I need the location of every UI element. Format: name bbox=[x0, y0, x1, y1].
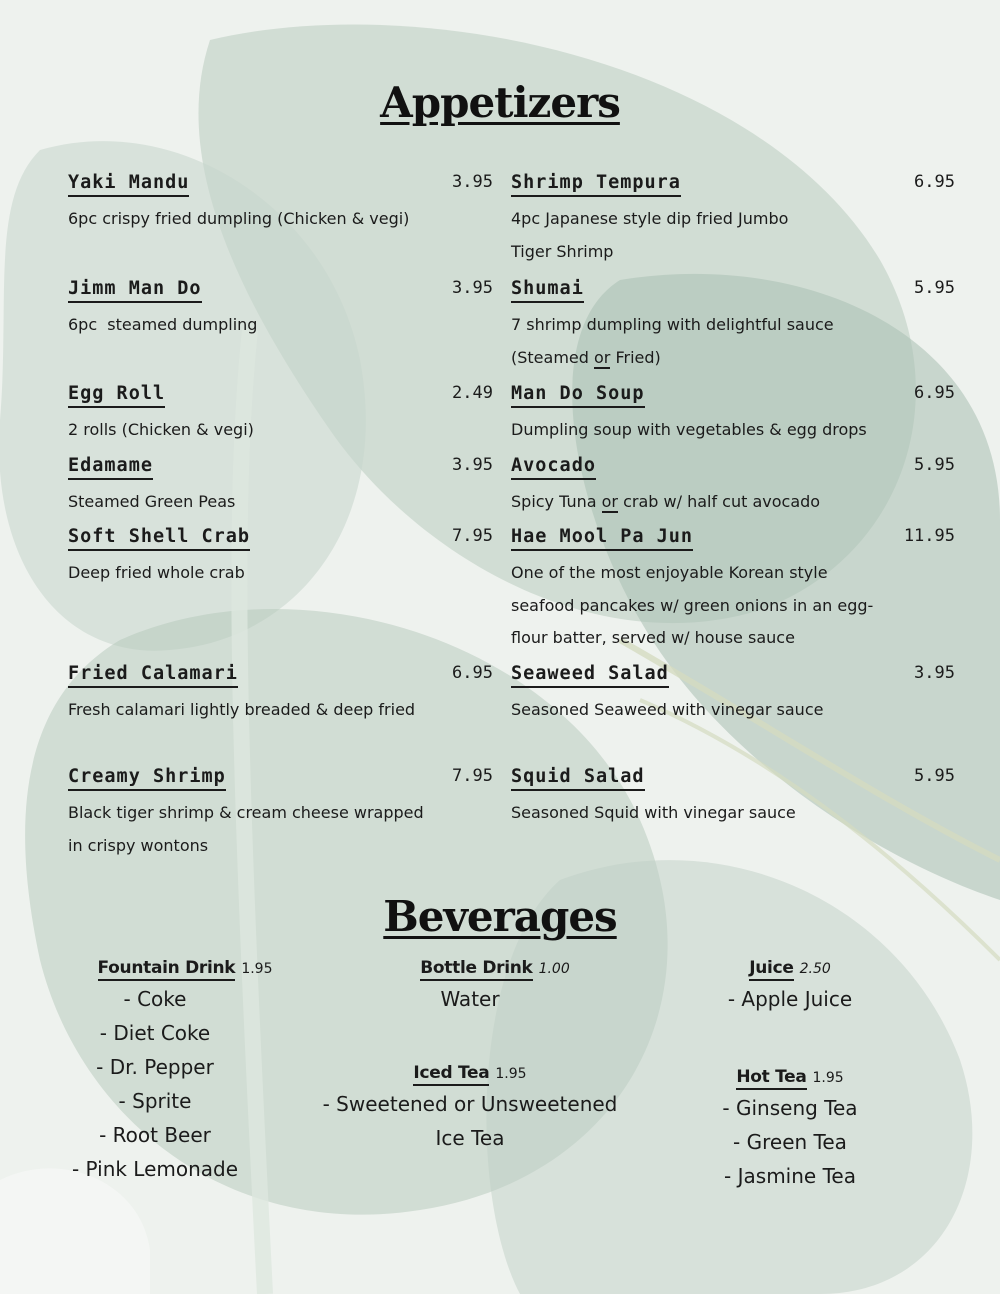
item-name: Shrimp Tempura bbox=[511, 172, 681, 197]
item-description bbox=[68, 797, 493, 862]
item-name: Squid Salad bbox=[511, 766, 645, 791]
menu-item-yaki-mandu bbox=[68, 172, 493, 236]
item-description-line: 6pc crispy fried dumpling (Chicken & vegi) bbox=[68, 209, 410, 228]
beverage-group-fountain-drink bbox=[60, 958, 310, 1186]
menu-item-man-do-soup bbox=[511, 383, 955, 447]
menu-item-shumai bbox=[511, 278, 955, 374]
beverage-item: - Sweetened or Unsweetened bbox=[322, 1092, 618, 1116]
item-name: Edamame bbox=[68, 455, 153, 480]
item-price: 5.95 bbox=[914, 278, 955, 298]
item-description bbox=[68, 414, 493, 447]
beverage-item: - Pink Lemonade bbox=[71, 1157, 239, 1181]
item-name: Creamy Shrimp bbox=[68, 766, 226, 791]
desc-text: (Steamed bbox=[511, 347, 594, 367]
item-description-line: 4pc Japanese style dip fried Jumbo bbox=[511, 209, 789, 228]
item-name: Shumai bbox=[511, 278, 584, 303]
beverages-heading-text: Beverages bbox=[383, 892, 617, 941]
item-price: 6.95 bbox=[914, 172, 955, 192]
item-description-line: Fresh calamari lightly breaded & deep fried bbox=[68, 700, 416, 719]
menu-item-seaweed-salad bbox=[511, 663, 955, 727]
item-price: 3.95 bbox=[452, 172, 493, 192]
item-description-line: Dumpling soup with vegetables & egg drops bbox=[511, 420, 867, 439]
beverage-item: - Diet Coke bbox=[99, 1021, 211, 1045]
beverage-item: - Root Beer bbox=[99, 1123, 211, 1147]
item-name: Yaki Mandu bbox=[68, 172, 189, 197]
beverage-item: Water bbox=[440, 987, 500, 1011]
beverage-item: - Ginseng Tea bbox=[722, 1096, 858, 1120]
beverage-list bbox=[60, 982, 250, 1186]
beverage-group-name: Hot Tea bbox=[736, 1067, 806, 1090]
menu-item-avocado bbox=[511, 455, 955, 519]
menu-item-creamy-shrimp bbox=[68, 766, 493, 862]
appetizers-heading-text: Appetizers bbox=[380, 78, 620, 127]
item-price: 3.95 bbox=[452, 455, 493, 475]
item-description bbox=[511, 309, 955, 374]
item-price: 6.95 bbox=[914, 383, 955, 403]
beverage-group-name: Juice bbox=[749, 958, 793, 981]
item-description-line bbox=[511, 486, 955, 519]
item-description-line: Steamed Green Peas bbox=[68, 492, 236, 511]
item-name: Seaweed Salad bbox=[511, 663, 669, 688]
item-name: Egg Roll bbox=[68, 383, 165, 408]
item-price: 11.95 bbox=[903, 526, 955, 546]
item-description-line: Seasoned Seaweed with vinegar sauce bbox=[511, 700, 824, 719]
item-description bbox=[68, 486, 493, 519]
item-description bbox=[511, 203, 955, 268]
item-price: 2.49 bbox=[452, 383, 493, 403]
beverage-group-price: 2.50 bbox=[799, 961, 831, 977]
menu-item-hae-mool-pa-jun bbox=[511, 526, 955, 655]
item-price: 5.95 bbox=[914, 766, 955, 786]
item-description-line: in crispy wontons bbox=[68, 835, 209, 855]
beverage-list bbox=[690, 982, 890, 1016]
beverage-group-bottle-drink bbox=[385, 958, 605, 1016]
menu-item-egg-roll bbox=[68, 383, 493, 447]
menu-item-jimm-man-do bbox=[68, 278, 493, 342]
menu-item-fried-calamari bbox=[68, 663, 493, 727]
item-description bbox=[511, 797, 955, 830]
beverage-group-name: Bottle Drink bbox=[420, 958, 532, 981]
item-description-line: seafood pancakes w/ green onions in an egg- bbox=[511, 595, 874, 615]
item-name: Soft Shell Crab bbox=[68, 526, 250, 551]
item-price: 7.95 bbox=[452, 766, 493, 786]
item-description bbox=[511, 414, 955, 447]
beverage-item: Ice Tea bbox=[435, 1126, 505, 1150]
desc-text: crab w/ half cut avocado bbox=[618, 492, 821, 511]
item-description-line: Tiger Shrimp bbox=[511, 241, 614, 261]
item-price: 3.95 bbox=[452, 278, 493, 298]
item-price: 6.95 bbox=[452, 663, 493, 683]
item-name: Jimm Man Do bbox=[68, 278, 202, 303]
beverage-group-hot-tea bbox=[690, 1067, 890, 1193]
beverage-item: - Coke bbox=[123, 987, 187, 1011]
beverages-heading bbox=[0, 892, 1000, 941]
beverage-item: - Green Tea bbox=[733, 1130, 847, 1154]
beverage-list bbox=[690, 1091, 890, 1193]
item-description-line: 6pc steamed dumpling bbox=[68, 315, 258, 334]
beverage-item: - Sprite bbox=[118, 1089, 192, 1113]
beverage-group-iced-tea bbox=[320, 1063, 620, 1155]
desc-text: Spicy Tuna bbox=[511, 492, 602, 511]
item-name: Hae Mool Pa Jun bbox=[511, 526, 693, 551]
menu-item-shrimp-tempura bbox=[511, 172, 955, 268]
item-description bbox=[511, 557, 955, 655]
beverage-item: - Jasmine Tea bbox=[724, 1164, 856, 1188]
item-name: Avocado bbox=[511, 455, 596, 480]
item-name: Man Do Soup bbox=[511, 383, 645, 408]
item-description bbox=[68, 557, 493, 590]
beverage-list bbox=[320, 1087, 620, 1155]
beverage-group-price: 1.95 bbox=[495, 1066, 527, 1082]
item-description bbox=[68, 203, 493, 236]
beverage-group-price: 1.00 bbox=[538, 961, 570, 977]
item-price: 5.95 bbox=[914, 455, 955, 475]
item-description-line: 7 shrimp dumpling with delightful sauce bbox=[511, 315, 834, 334]
item-description-line: Deep fried whole crab bbox=[68, 563, 245, 582]
beverage-group-name: Iced Tea bbox=[413, 1063, 489, 1086]
item-description-line: Black tiger shrimp & cream cheese wrapped bbox=[68, 803, 424, 822]
item-description-line bbox=[511, 342, 955, 375]
item-name: Fried Calamari bbox=[68, 663, 238, 688]
item-price: 7.95 bbox=[452, 526, 493, 546]
desc-underlined-text: or bbox=[601, 492, 618, 511]
appetizers-heading bbox=[0, 78, 1000, 127]
item-description-line: 2 rolls (Chicken & vegi) bbox=[68, 420, 254, 439]
menu-item-squid-salad bbox=[511, 766, 955, 830]
item-description bbox=[68, 309, 493, 342]
desc-text: Fried) bbox=[610, 347, 661, 367]
item-description-line: flour batter, served w/ house sauce bbox=[511, 628, 795, 647]
item-description-line: One of the most enjoyable Korean style bbox=[511, 563, 828, 582]
beverage-group-price: 1.95 bbox=[812, 1070, 844, 1086]
item-description bbox=[511, 694, 955, 727]
item-description bbox=[511, 486, 955, 519]
beverage-group-price: 1.95 bbox=[241, 961, 273, 977]
beverage-group-name: Fountain Drink bbox=[98, 958, 236, 981]
menu-item-soft-shell-crab bbox=[68, 526, 493, 590]
desc-underlined-text: or bbox=[594, 347, 611, 367]
beverage-item: - Dr. Pepper bbox=[96, 1055, 214, 1079]
item-description-line: Seasoned Squid with vinegar sauce bbox=[511, 803, 796, 822]
beverage-item: - Apple Juice bbox=[727, 987, 853, 1011]
item-price: 3.95 bbox=[914, 663, 955, 683]
beverage-group-juice bbox=[690, 958, 890, 1016]
beverage-list bbox=[385, 982, 555, 1016]
item-description bbox=[68, 694, 493, 727]
menu-item-edamame bbox=[68, 455, 493, 519]
